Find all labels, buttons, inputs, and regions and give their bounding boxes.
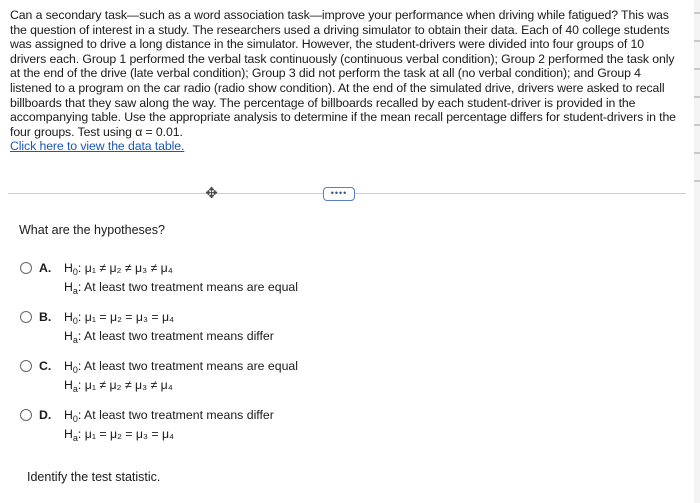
- scroll-mark: [694, 96, 700, 98]
- option-hypothesis-alt: $H_a$: μ₁ = μ₂ = μ₃ = μ₄: [64, 427, 175, 443]
- scroll-mark: [694, 68, 700, 70]
- scroll-mark: [694, 12, 700, 14]
- scroll-mark: [694, 180, 700, 182]
- option-hypothesis-alt: $H_a$: μ₁ ≠ μ₂ ≠ μ₃ ≠ μ₄: [64, 378, 173, 394]
- option-letter: A.: [39, 261, 52, 275]
- option-letter: C.: [39, 359, 52, 373]
- radio-button[interactable]: [20, 409, 32, 421]
- move-icon[interactable]: ✥: [205, 185, 218, 202]
- option-hypothesis-null: $H_0$: μ₁ = μ₂ = μ₃ = μ₄: [64, 310, 175, 326]
- scroll-mark: [694, 152, 700, 154]
- radio-button[interactable]: [20, 311, 32, 323]
- option-hypothesis-null: $H_0$: At least two treatment means are equal: [64, 359, 299, 375]
- scrollbar[interactable]: [694, 0, 700, 503]
- scroll-mark: [694, 124, 700, 126]
- option-hypothesis-null: $H_0$: μ₁ ≠ μ₂ ≠ μ₃ ≠ μ₄: [64, 261, 173, 277]
- option-hypothesis-null: $H_0$: At least two treatment means differ: [64, 408, 274, 424]
- identify-test-statistic-prompt: Identify the test statistic.: [27, 470, 161, 484]
- problem-text: Can a secondary task—such as a word association task—improve your performance when driving while fatigued? This was the question of interest in a study. The researchers used a driving simulator to obtain their data. Each of 40 college students was assigned to drive a long distance in the simulator. However, the student-drivers were divided into four groups of 10 drivers each. Group 1 performed the verbal task continuously (continuous verbal condition); Group 2 performed the task only at the end of the drive (late verbal condition); Group 3 did not perform the task at all (no verbal condition); and Group 4 listened to a program on the car radio (radio show condition). At the end of the simulated drive, drivers were asked to recall billboards that they saw along the way. The percentage of billboards recalled by each student-driver is provided in the accompanying table. Use the appropriate analysis to determine if the mean recall percentage differs for student-drivers in the four groups. Test using α = 0.01.: [10, 8, 676, 139]
- option-hypothesis-alt: $H_a$: At least two treatment means are equal: [64, 280, 299, 296]
- radio-button[interactable]: [20, 360, 32, 372]
- view-data-table-link[interactable]: Click here to view the data table.: [10, 139, 185, 154]
- problem-statement: [10, 8, 682, 154]
- option-letter: D.: [39, 408, 52, 422]
- option-hypothesis-alt: $H_a$: At least two treatment means differ: [64, 329, 274, 345]
- scroll-mark: [694, 40, 700, 42]
- question-prompt: What are the hypotheses?: [19, 223, 165, 237]
- option-letter: B.: [39, 310, 52, 324]
- radio-button[interactable]: [20, 262, 32, 274]
- more-options-button[interactable]: ••••: [323, 187, 355, 201]
